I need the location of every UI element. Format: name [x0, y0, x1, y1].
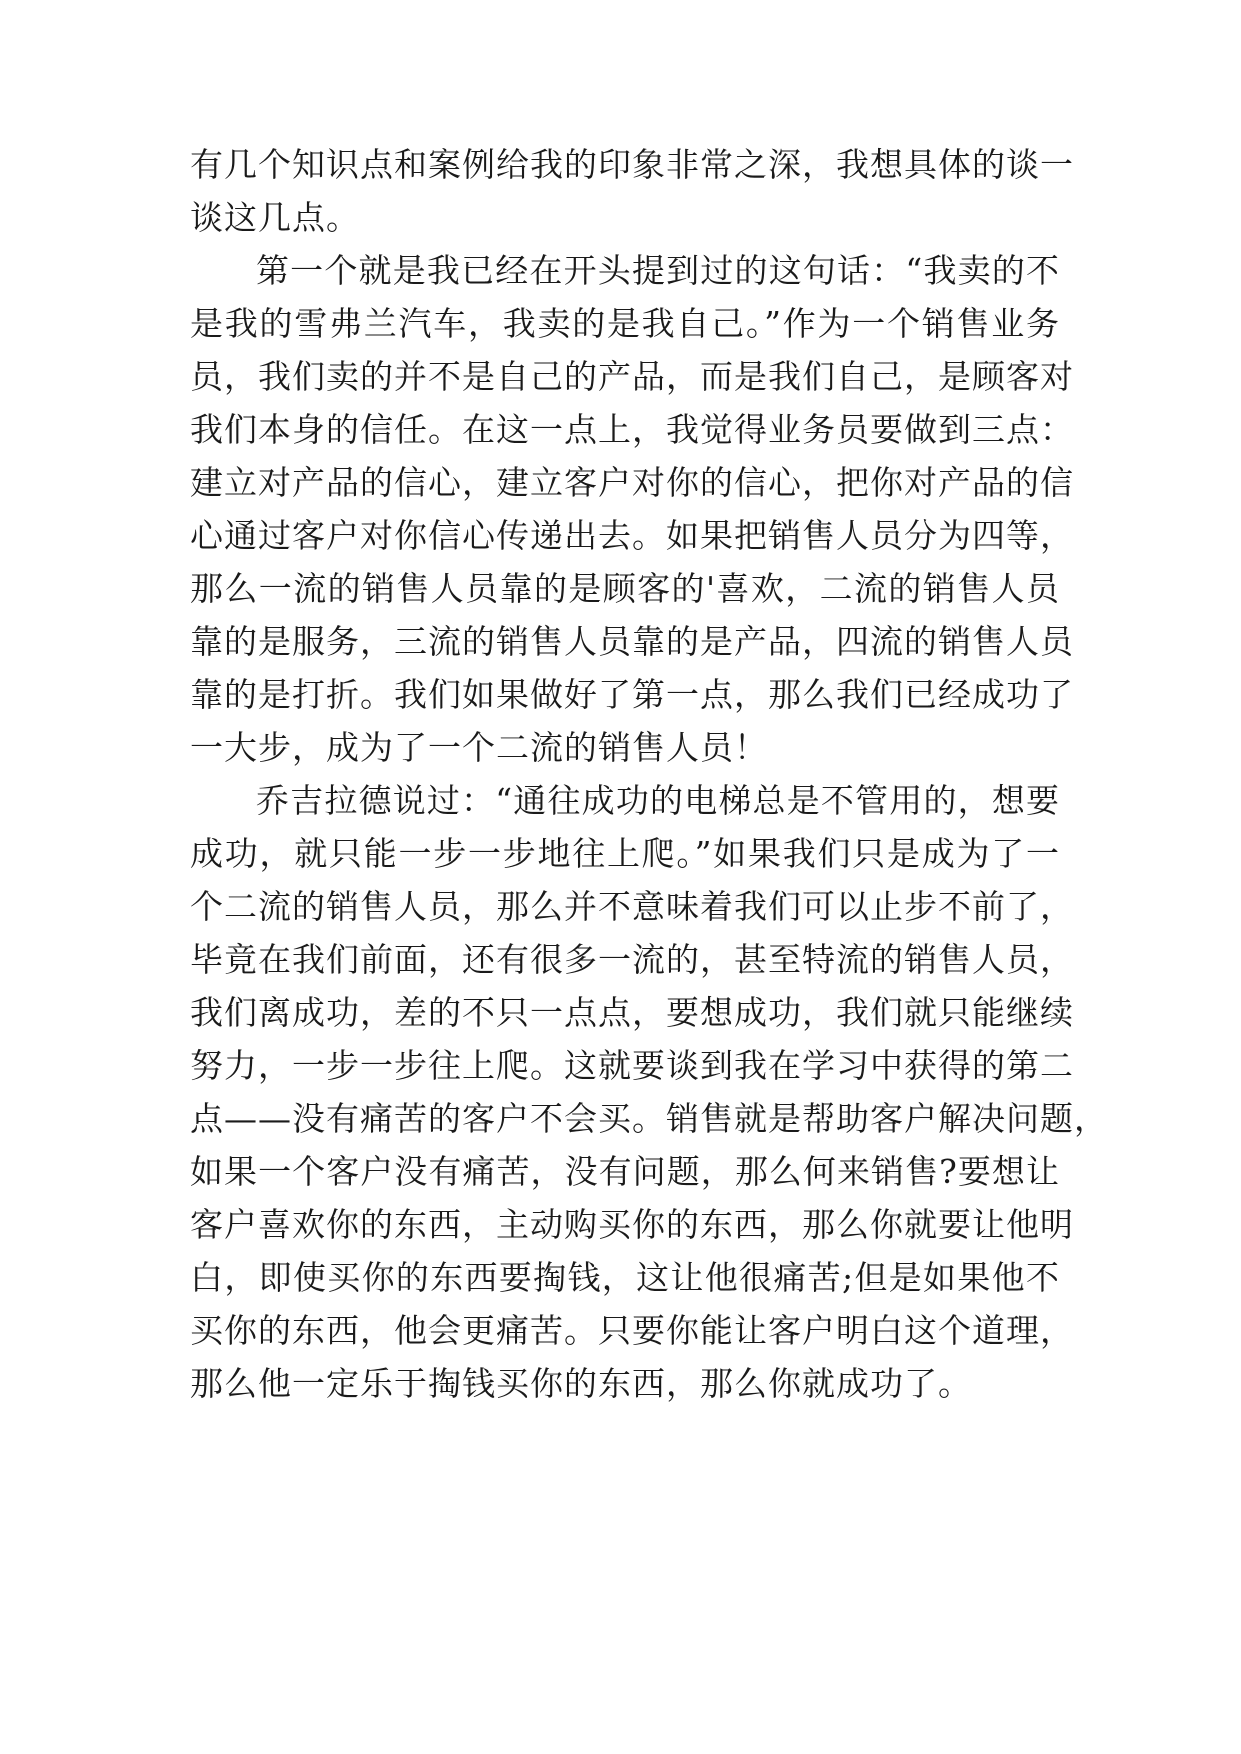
text-line: 成功，就只能一步一步地往上爬。”如果我们只是成为了一 — [190, 834, 1060, 873]
text-line: 点——没有痛苦的客户不会买。销售就是帮助客户解决问题， — [190, 1099, 1108, 1138]
text-line: 靠的是打折。我们如果做好了第一点，那么我们已经成功了 — [190, 675, 1074, 714]
text-line: 那么他一定乐于掏钱买你的东西，那么你就成功了。 — [190, 1364, 972, 1403]
text-line: 一大步，成为了一个二流的销售人员！ — [190, 728, 768, 767]
text-line: 买你的东西，他会更痛苦。只要你能让客户明白这个道理， — [190, 1311, 1074, 1350]
text-line: 毕竟在我们前面，还有很多一流的，甚至特流的销售人员， — [190, 940, 1074, 979]
text-line: 靠的是服务，三流的销售人员靠的是产品，四流的销售人员 — [190, 622, 1074, 661]
text-line: 如果一个客户没有痛苦，没有问题，那么何来销售?要想让 — [190, 1152, 1060, 1191]
text-line: 我们本身的信任。在这一点上，我觉得业务员要做到三点： — [190, 410, 1074, 449]
text-line: 建立对产品的信心，建立客户对你的信心，把你对产品的信 — [190, 463, 1074, 502]
text-line: 心通过客户对你信心传递出去。如果把销售人员分为四等， — [190, 516, 1074, 555]
text-line: 谈这几点。 — [190, 198, 360, 237]
text-line: 个二流的销售人员，那么并不意味着我们可以止步不前了， — [190, 887, 1074, 926]
paragraph-first-line: 第一个就是我已经在开头提到过的这句话：“我卖的不 — [256, 251, 1060, 290]
text-line: 有几个知识点和案例给我的印象非常之深，我想具体的谈一 — [190, 145, 1074, 184]
text-line: 白，即使买你的东西要掏钱，这让他很痛苦;但是如果他不 — [190, 1258, 1060, 1297]
text-line: 努力，一步一步往上爬。这就要谈到我在学习中获得的第二 — [190, 1046, 1074, 1085]
text-line: 我们离成功，差的不只一点点，要想成功，我们就只能继续 — [190, 993, 1074, 1032]
text-line: 那么一流的销售人员靠的是顾客的'喜欢，二流的销售人员 — [190, 569, 1060, 608]
paragraph-first-line: 乔吉拉德说过：“通往成功的电梯总是不管用的，想要 — [256, 781, 1060, 820]
text-line: 客户喜欢你的东西，主动购买你的东西，那么你就要让他明 — [190, 1205, 1074, 1244]
text-line: 员，我们卖的并不是自己的产品，而是我们自己，是顾客对 — [190, 357, 1074, 396]
text-line: 是我的雪弗兰汽车，我卖的是我自己。”作为一个销售业务 — [190, 304, 1060, 343]
